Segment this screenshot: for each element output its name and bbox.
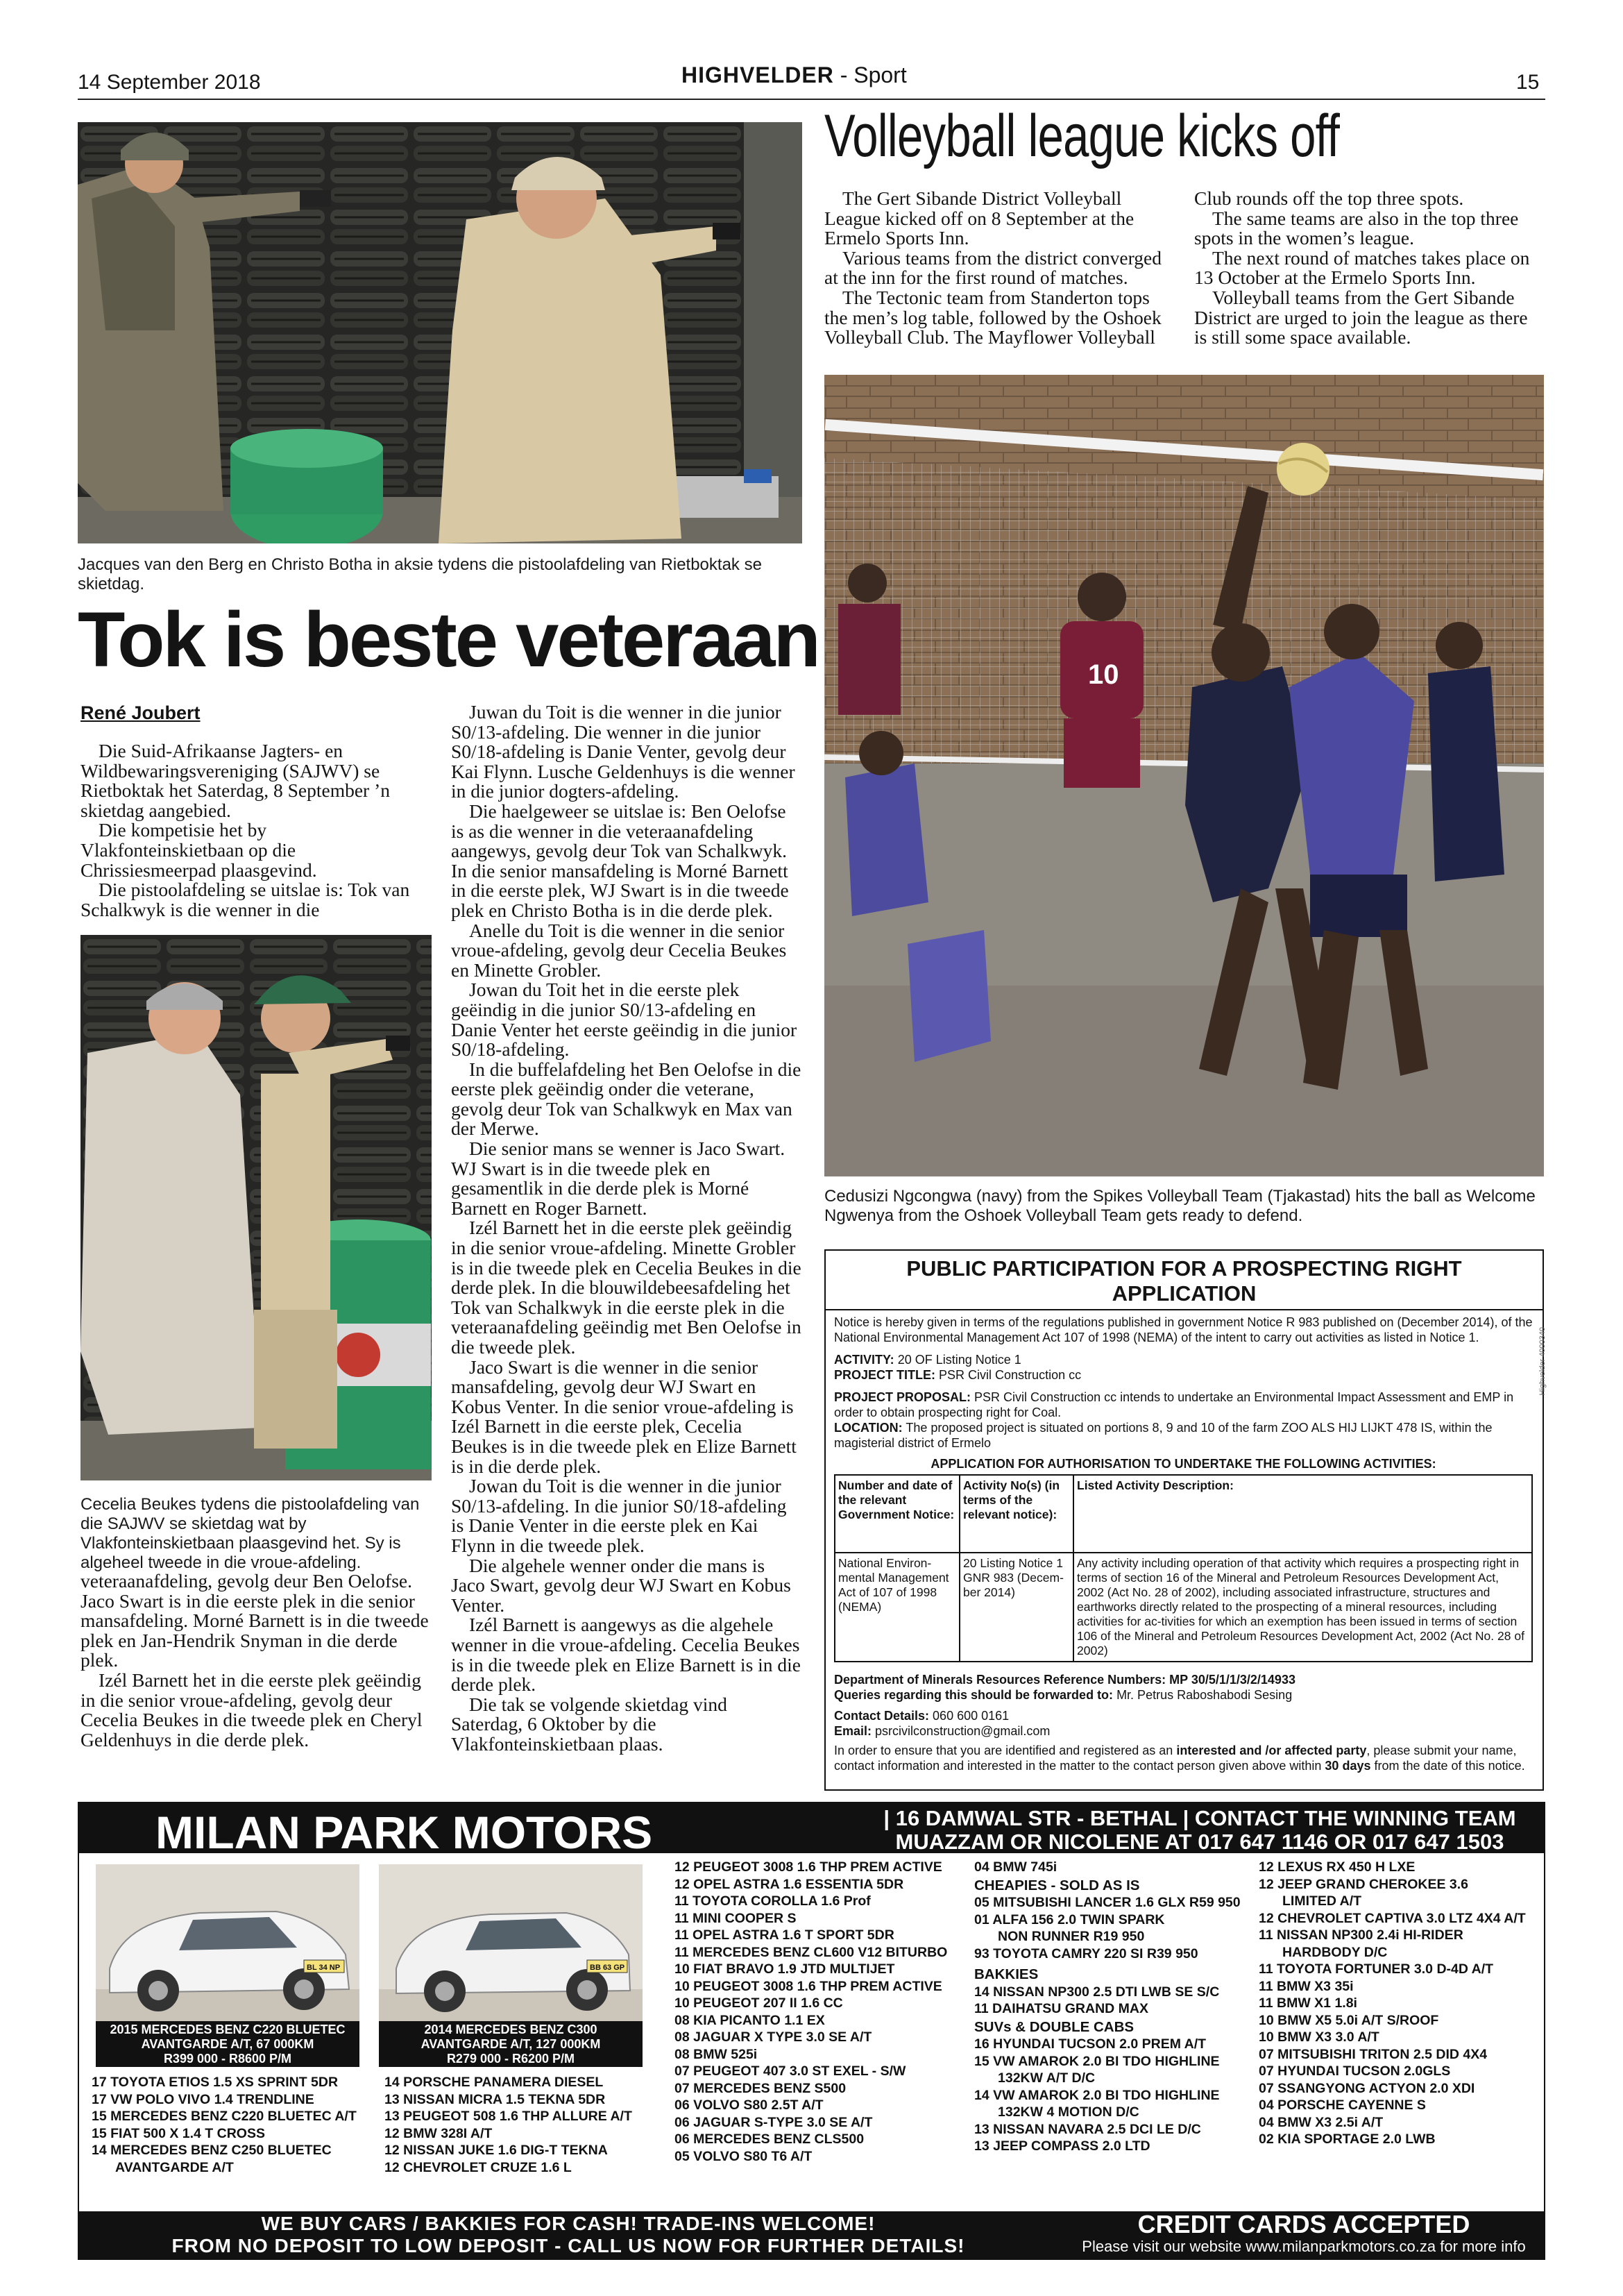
notice-side-label: Highvelder 4000340 [1538,1327,1547,1396]
notice-table [834,1474,1533,1662]
car-item: 04 PORSCHE CAYENNE S [1259,2097,1426,2113]
car-1-plate: BL 34 NP [307,1964,341,1972]
notice-table-title: APPLICATION FOR AUTHORISATION TO UNDERTAKE THE FOLLOWING ACTIVITIES: [931,1457,1436,1471]
jersey-number: 10 [1088,659,1119,690]
car-1-label-line: AVANTGARDE A/T, 67 000KM [141,2037,314,2051]
shooting-col2-para: Jowan du Toit is die wenner in die junior S0/13-afdeling. In die junior S0/18-afdeling is Danie Venter in die eerste plek en Kai Flynn in die tweede plek. [451,1475,787,1556]
notice-queries: Queries regarding this should be forwarded to: Mr. Petrus Raboshabodi Sesing [834,1688,1293,1702]
prospecting-notice [824,1249,1547,1791]
car-item: 10 PEUGEOT 3008 1.6 THP PREM ACTIVE [674,1978,942,1994]
car-item: 10 BMW X5 5.0i A/T S/ROOF [1259,2012,1439,2028]
notice-proposal: PROJECT PROPOSAL: PSR Civil Construction cc intends to undertake an Environmental Impact Assessment and EMP in order to obtain prospecting right for Coal. [834,1390,1514,1419]
volleyball-col-1 [824,189,1175,348]
notice-title: PUBLIC PARTICIPATION FOR A PROSPECTING RIGHT APPLICATION [826,1251,1543,1310]
car-item: NON RUNNER R19 950 [998,1929,1145,1944]
car-item: 12 OPEL ASTRA 1.6 ESSENTIA 5DR [674,1876,904,1892]
car-item: 11 DAIHATSU GRAND MAX [974,2001,1148,2016]
suvs-heading: SUVs & DOUBLE CABS [974,2018,1135,2035]
shooting-col1-para: Die pistoolafdeling se uitslae is: Tok van Schalkwyk is die wenner in die [80,879,410,920]
header-rule [78,99,1545,100]
shooting-col2-para: Izél Barnett het in die eerste plek geëindig in die senior vroue-afdeling. Minette Grobler is in die tweede plek en Cecelia Beukes in die derde plek. In die blouwildebeesafdeling het Tok van Schalkwyk in die eerste plek in die veteraanafdeling geëindig met Ben Oelofse in die tweede plek. [451,1217,801,1358]
car-item: 11 BMW X1 1.8i [1259,1995,1357,2011]
shooting-col2-para: Die senior mans se wenner is Jaco Swart. WJ Swart is in die tweede plek en gesamentlik in die derde plek is Morné Barnett en Roger Barnett. [451,1138,785,1219]
car-item: 13 NISSAN MICRA 1.5 TEKNA 5DR [384,2091,606,2107]
paper-name: HIGHVELDER [681,62,834,87]
motors-header [79,1803,1544,1858]
notice-intro: Notice is hereby given in terms of the regulations published in government Notice R 983 published on (December 2014), of the National Environmental Management Act 107 of 1998 (NEMA) of the intent to carry out activities as listed in Notice 1. [834,1315,1533,1344]
shooting-col2-para: Die algehele wenner onder die mans is Jaco Swart, gevolg deur WJ Swart en Kobus Venter. [451,1554,791,1616]
car-2-image [379,1864,643,2024]
notice-th: Listed Activity Description: [1073,1475,1532,1553]
car-item: 06 VOLVO S80 2.5T A/T [674,2097,824,2113]
car-item: 16 HYUNDAI TUCSON 2.0 PREM A/T [974,2036,1207,2052]
car-item: 08 BMW 525i [674,2046,758,2062]
shooting-col2-para: Die tak se volgende skietdag vind Saterdag, 6 Oktober by die Vlakfonteinskietbaan plaas. [451,1693,727,1755]
car-list-d [974,1859,1266,2155]
shooting-photo-1-caption: Jacques van den Berg en Christo Botha in aksie tydens die pistoolafdeling van Rietboktak se skietdag. [78,555,762,593]
website-note: Please visit our website www.milanparkmotors.co.za for more info [1082,2238,1526,2255]
shooting-col2-para: Juwan du Toit is die wenner in die junior S0/13-afdeling. Die wenner in die junior S0/18-afdeling is Danie Venter, gevolg deur Kai Flynn. Lusche Geldenhuys is die wenner in die junior dogters-afdeling. [451,701,795,802]
car-item: 11 OPEL ASTRA 1.6 T SPORT 5DR [674,1927,894,1943]
car-1-image [96,1864,359,2024]
section-name: - Sport [840,62,907,87]
car-item: 11 TOYOTA COROLLA 1.6 Prof [674,1893,871,1909]
notice-td: Any activity including operation of that activity which requires a prospecting right in terms of section 16 of the Mineral and Petroleum Resources Development Act, 2002 (Act No. 28 of 2002), including associated infrastructure, structures and earthworks directly related to the prospecting of a mineral resources, including activities for ac-tivities for which an exemption has been issued in terms of section 106 of the Mineral and Petroleum Resources Development Act, 2002 (Act No. 28 of 2002) [1073,1553,1532,1662]
car-item: 13 PEUGEOT 508 1.6 THP ALLURE A/T [384,2109,632,2124]
car-item: 07 MITSUBISHI TRITON 2.5 DID 4X4 [1259,2046,1488,2062]
notice-project: PROJECT TITLE: PSR Civil Construction cc [834,1368,1082,1382]
notice-footer: In order to ensure that you are identified and registered as an interested and /or affected party, please submit your name, contact information and interested in the matter to the contact person given above within 30 days from the date of this notice. [834,1744,1525,1773]
notice-th: Activity No(s) (in terms of the relevant notice): [960,1475,1073,1553]
shooting-photo-2-caption: Cecelia Beukes tydens die pistoolafdeling van die SAJWV se skietdag wat by Vlakfonteinskietbaan plaasgevind het. Sy is algeheel tweede in die vroue-afdeling. [80,1495,420,1572]
volleyball-col1-para: The Gert Sibande District Volleyball League kicked off on 8 September at the Ermelo Sports Inn. [824,187,1135,249]
shooting-scene-1 [78,122,802,543]
credit-cards: CREDIT CARDS ACCEPTED [1137,2210,1470,2238]
car-item: 04 BMW 745i [974,1859,1057,1875]
volleyball-scene [824,375,1544,1176]
car-item: 07 PEUGEOT 407 3.0 ST EXEL - S/W [674,2063,906,2079]
notice-td: National Environ-mental Management Act of 107 of 1998 (NEMA) [835,1553,960,1662]
car-item: 132KW A/T D/C [998,2070,1096,2086]
car-item: 05 VOLVO S80 T6 A/T [674,2148,813,2164]
shooting-scene-2 [80,935,432,1480]
car-item: 12 CHEVROLET CRUZE 1.6 L [384,2159,572,2175]
volleyball-col2-para: The next round of matches takes place on 13 October at the Ermelo Sports Inn. [1194,246,1530,289]
notice-td: 20 Listing Notice 1 GNR 983 (Decem-ber 2014) [960,1553,1073,1662]
car-item: 02 KIA SPORTAGE 2.0 LWB [1259,2132,1436,2147]
motors-footer-line-2: FROM NO DEPOSIT TO LOW DEPOSIT - CALL US NOW FOR FURTHER DETAILS! [171,2235,965,2256]
volleyball-col1-para: Various teams from the district converged at the inn for the first round of matches. [824,246,1162,289]
car-item: 11 MINI COOPER S [674,1910,797,1926]
motors-footer [79,2211,1544,2259]
car-item: 132KW 4 MOTION D/C [998,2104,1139,2120]
car-item: 14 PORSCHE PANAMERA DIESEL [384,2075,604,2090]
bakkies-heading: BAKKIES [974,1966,1039,1982]
shooting-col2-para: Jowan du Toit het in die eerste plek geëindig in die junior S0/13-afdeling en Danie Venter het eerste geëindig in die junior S0/18-afdeling. [451,979,797,1061]
notice-body [826,1310,1543,1773]
car-item: 01 ALFA 156 2.0 TWIN SPARK [974,1911,1165,1927]
notice-table-header [835,1475,1532,1553]
shooting-col1b-para: veteraanafdeling, gevolg deur Ben Oelofse. Jaco Swart is in die eerste plek in die senior mansafdeling. Morné Barnett is in die tweede plek en Jan-Hendrik Snyman in die derde plek. [80,1570,429,1671]
notice-location: LOCATION: The proposed project is situated on portions 8, 9 and 10 of the farm ZOO ALS HIJ LIJKT 478 IS, within the magisterial district of Ermelo [834,1421,1493,1450]
volleyball-col1-para: The Tectonic team from Standerton tops the men’s log table, followed by the Oshoek Volleyball Club. The Mayflower Volleyball [824,286,1162,348]
car-1-label-line: 2015 MERCEDES BENZ C220 BLUETEC [110,2023,346,2036]
car-item: 15 VW AMAROK 2.0 BI TDO HIGHLINE [974,2053,1220,2069]
car-list-b [384,2074,662,2176]
featured-car-1 [96,1864,359,2067]
car-1-label-line: R399 000 - R8600 P/M [163,2052,292,2066]
car-2-label-line: 2014 MERCEDES BENZ C300 [424,2023,597,2036]
car-item: 12 NISSAN JUKE 1.6 DIG-T TEKNA [384,2143,608,2158]
car-2-label-line: AVANTGARDE A/T, 127 000KM [420,2037,601,2051]
notice-activity: ACTIVITY: 20 OF Listing Notice 1 [834,1353,1021,1367]
car-1-label [96,2021,359,2067]
car-item: HARDBODY D/C [1282,1944,1388,1960]
car-item: 14 VW AMAROK 2.0 BI TDO HIGHLINE [974,2087,1220,2103]
car-list-a [92,2074,369,2176]
volleyball-caption: Cedusizi Ngcongwa (navy) from the Spikes Volleyball Team (Tjakastad) hits the ball as Welcome Ngwenya from the Oshoek Volleyball Team gets ready to defend. [824,1187,1536,1225]
shooting-col2-para: Anelle du Toit is die wenner in die senior vroue-afdeling, gevolg deur Cecelia Beukes en Minette Grobler. [451,919,787,981]
volleyball-photo [824,375,1544,1176]
car-item: 08 KIA PICANTO 1.1 EX [674,2012,825,2028]
car-item: 13 JEEP COMPASS 2.0 LTD [974,2138,1150,2154]
car-item: 13 NISSAN NAVARA 2.5 DCI LE D/C [974,2121,1201,2137]
notice-th: Number and date of the relevant Government Notice: [835,1475,960,1553]
shooting-col2-para: Izél Barnett is aangewys as die algehele wenner in die vroue-afdeling. Cecelia Beukes is in die tweede plek en Elize Barnett is in die derde plek. [451,1614,801,1696]
car-item: 93 TOYOTA CAMRY 220 SI R39 950 [974,1945,1198,1961]
car-item: 12 CHEVROLET CAPTIVA 3.0 LTZ 4X4 A/T [1259,1910,1526,1926]
cheapies-heading: CHEAPIES - SOLD AS IS [974,1877,1140,1893]
shooting-col2-para: Die haelgeweer se uitslae is: Ben Oelofse is as die wenner in die veteraanafdeling aangewys, gevolg deur Tok van Schalkwyk. In die senior mansafdeling is Morné Barnett in die eerste plek, WJ Swart is in die tweede plek en Christo Botha is in die derde plek. [451,800,789,921]
motors-address: | 16 DAMWAL STR - BETHAL | CONTACT THE WINNING TEAM [883,1806,1516,1830]
car-item: 10 FIAT BRAVO 1.9 JTD MULTIJET [674,1961,895,1977]
header-date: 14 September 2018 [78,71,261,94]
volleyball-col2-para: Volleyball teams from the Gert Sibande District are urged to join the league as there is still some space available. [1194,286,1528,348]
car-item: 11 MERCEDES BENZ CL600 V12 BITURBO [674,1944,948,1960]
shooting-headline: Tok is beste veteraan [78,596,819,683]
shooting-col-1b [80,1571,432,1750]
car-item: 14 MERCEDES BENZ C250 BLUETEC [92,2143,332,2158]
car-item: 14 NISSAN NP300 2.5 DTI LWB SE S/C [974,1984,1220,2000]
car-item: 07 SSANGYONG ACTYON 2.0 XDI [1259,2080,1475,2096]
car-item: 17 TOYOTA ETIOS 1.5 XS SPRINT 5DR [92,2075,339,2090]
car-item: AVANTGARDE A/T [115,2159,234,2175]
car-item: 12 LEXUS RX 450 H LXE [1259,1859,1416,1875]
volleyball-col2-para: Club rounds off the top three spots. [1194,187,1464,209]
car-item: 10 PEUGEOT 207 II 1.6 CC [674,1995,843,2011]
notice-email: Email: psrcivilconstruction@gmail.com [834,1724,1051,1738]
shooting-col1-para: Die kompetisie het by Vlakfonteinskietbaan op die Chrissiesmeerpad plaasgevind. [80,819,317,881]
motors-ad [78,1802,1545,2260]
car-item: 05 MITSUBISHI LANCER 1.6 GLX R59 950 [974,1895,1241,1910]
shooting-col2-para: In die buffelafdeling het Ben Oelofse in die eerste plek geëindig onder die veterane, gevolg deur Tok van Schalkwyk en Max van der Merwe. [451,1058,801,1140]
featured-car-2 [379,1864,643,2067]
car-item: 15 FIAT 500 X 1.4 T CROSS [92,2125,265,2141]
car-item: LIMITED A/T [1282,1893,1362,1909]
motors-name: MILAN PARK MOTORS [155,1807,653,1858]
volleyball-headline: Volleyball league kicks off [824,103,1340,169]
car-item: 15 MERCEDES BENZ C220 BLUETEC A/T [92,2109,357,2124]
page-number: 15 [1516,71,1540,94]
shooting-col2-para: Jaco Swart is die wenner in die senior mansafdeling, gevolg deur WJ Swart en Kobus Venter. In die senior vroue-afdeling is Izél Barnett in die eerste plek, Cecelia Beukes is in die tweede plek en Elize Barnett is in die derde plek. [451,1356,797,1477]
car-item: 11 BMW X3 35i [1259,1978,1354,1994]
car-item: 11 NISSAN NP300 2.4i HI-RIDER [1259,1927,1463,1943]
motors-footer-line-1: WE BUY CARS / BAKKIES FOR CASH! TRADE-INS WELCOME! [261,2213,876,2234]
car-item: 17 VW POLO VIVO 1.4 TRENDLINE [92,2091,314,2107]
car-item: 11 TOYOTA FORTUNER 3.0 D-4D A/T [1259,1961,1494,1977]
car-item: 10 BMW X3 3.0 A/T [1259,2029,1379,2045]
notice-dmr: Department of Minerals Resources Reference Numbers: MP 30/5/1/1/3/2/14933 [834,1673,1295,1687]
shooting-col-2 [451,702,802,1754]
shooting-col1b-para: Izél Barnett het in die eerste plek geëindig in die senior vroue-afdeling, gevolg deur Cecelia Beukes in die tweede plek en Cheryl Geldenhuys in die derde plek. [80,1669,423,1750]
header-paper [681,62,907,88]
volleyball-col2-para: The same teams are also in the top three spots in the women’s league. [1194,207,1519,249]
shooting-col1-para: Die Suid-Afrikaanse Jagters- en Wildbewaringsvereniging (SAJWV) se Rietboktak het Saterdag, 8 September ’n skietdag aangebied. [80,740,390,821]
byline: René Joubert [80,702,201,723]
notice-contact: Contact Details: 060 600 0161 [834,1709,1010,1723]
car-2-label-line: R279 000 - R6200 P/M [446,2052,575,2066]
shooting-photo-1 [78,122,802,543]
car-item: 12 PEUGEOT 3008 1.6 THP PREM ACTIVE [674,1859,942,1875]
car-2-plate: BB 63 GP [590,1964,625,1972]
car-item: 07 MERCEDES BENZ S500 [674,2080,847,2096]
car-item: 12 JEEP GRAND CHEROKEE 3.6 [1259,1876,1468,1892]
notice-table-row [835,1553,1532,1662]
volleyball-col-2 [1194,189,1545,348]
car-item: 06 MERCEDES BENZ CLS500 [674,2132,865,2147]
shooting-col-1 [80,741,422,920]
car-item: 12 BMW 328I A/T [384,2125,493,2141]
car-item: 04 BMW X3 2.5i A/T [1259,2114,1384,2130]
car-2-label [379,2021,643,2067]
car-item: 06 JAGUAR S-TYPE 3.0 SE A/T [674,2114,873,2130]
motors-contacts: MUAZZAM OR NICOLENE AT 017 647 1146 OR 017 647 1503 [895,1830,1504,1854]
car-item: 07 HYUNDAI TUCSON 2.0GLS [1259,2063,1451,2079]
shooting-photo-2 [80,935,432,1480]
car-list-e [1259,1859,1543,2148]
car-item: 08 JAGUAR X TYPE 3.0 SE A/T [674,2029,872,2045]
car-list-c [674,1859,966,2165]
